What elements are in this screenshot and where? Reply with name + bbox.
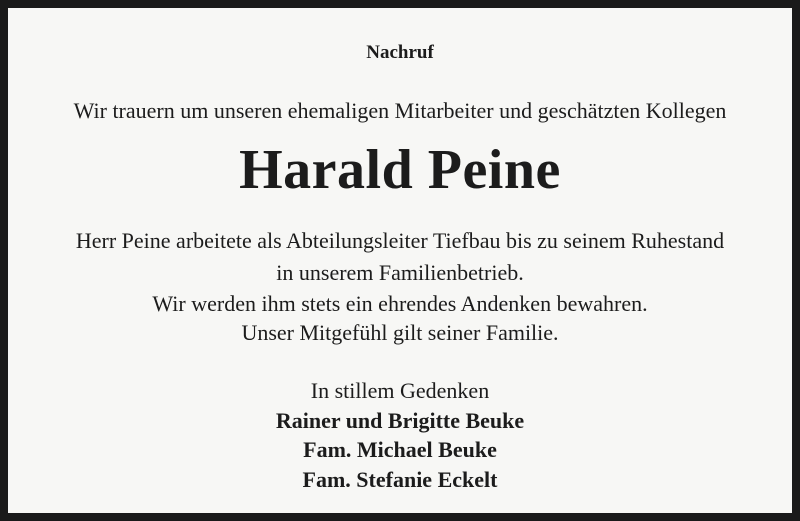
body-line: Unser Mitgefühl gilt seiner Familie. [241,320,559,345]
memoriam-line: In stillem Gedenken [310,378,490,403]
body-line: Wir werden ihm stets ein ehrendes Andenken bewahren. [152,291,648,316]
notice-heading: Nachruf [366,42,434,63]
body-line: in unserem Familienbetrieb. [276,260,524,285]
intro-line: Wir trauern um unseren ehemaligen Mitarbeiter und geschätzten Kollegen [73,98,727,123]
deceased-name: Harald Peine [239,139,561,201]
signer-name: Fam. Stefanie Eckelt [302,467,498,492]
signer-name: Rainer und Brigitte Beuke [275,408,525,433]
body-line: Herr Peine arbeitete als Abteilungsleiter Tiefbau bis zu seinem Ruhestand [75,228,725,253]
signer-name: Fam. Michael Beuke [303,437,497,462]
